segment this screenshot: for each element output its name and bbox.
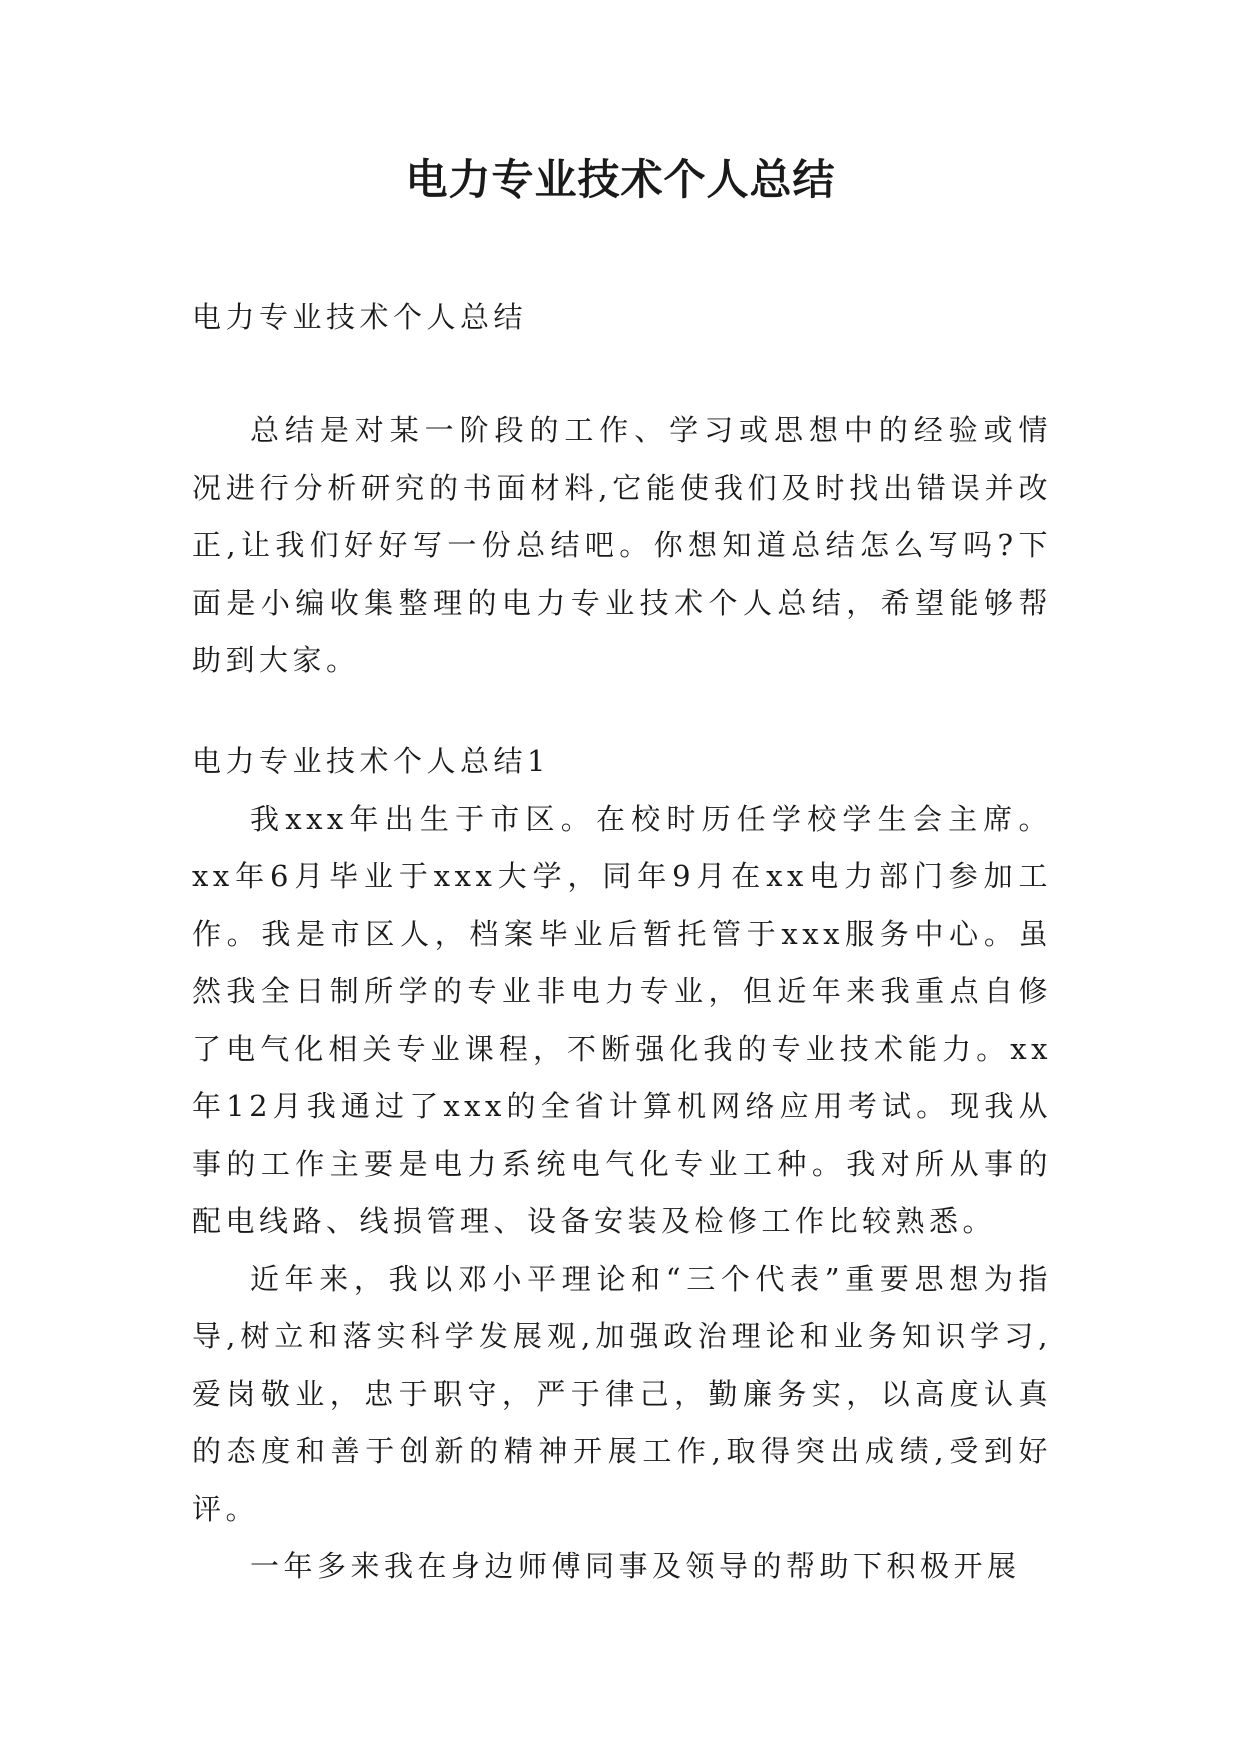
section-1 [192, 733, 1052, 1596]
subtitle-text: 电力专业技术个人总结 [192, 300, 528, 334]
body-paragraph-3: 一年多来我在身边师傅同事及领导的帮助下积极开展 [250, 1549, 1021, 1583]
intro-block [192, 402, 1052, 690]
document-title: 电力专业技术个人总结 [405, 155, 836, 204]
document-subtitle [192, 289, 1052, 347]
body-paragraph-1: 我xxx年出生于市区。在校时历任学校学生会主席。xx年6月毕业于xxx大学，同年9月在xx电力部门参加工作。我是市区人，档案毕业后暂托管于xxx服务中心。虽然我全日制所学的专业非电力专业，但近年来我重点自修了电气化相关专业课程，不断强化我的专业技术能力。xx年12月我通过了xxx的全省计算机网络应用考试。现我从事的工作主要是电力系统电气化专业工种。我对所从事的配电线路、线损管理、设备安装及检修工作比较熟悉。 [192, 801, 1052, 1238]
intro-paragraph: 总结是对某一阶段的工作、学习或思想中的经验或情况进行分析研究的书面材料,它能使我们及时找出错误并改正,让我们好好写一份总结吧。你想知道总结怎么写吗?下面是小编收集整理的电力专业技术个人总结，希望能够帮助到大家。 [192, 413, 1052, 677]
body-paragraph-2: 近年来，我以邓小平理论和“三个代表”重要思想为指导,树立和落实科学发展观,加强政治理论和业务知识学习,爱岗敬业，忠于职守，严于律己，勤廉务实，以高度认真的态度和善于创新的精神开展工作,取得突出成绩,受到好评。 [192, 1261, 1052, 1526]
section-heading: 电力专业技术个人总结1 [192, 744, 550, 778]
